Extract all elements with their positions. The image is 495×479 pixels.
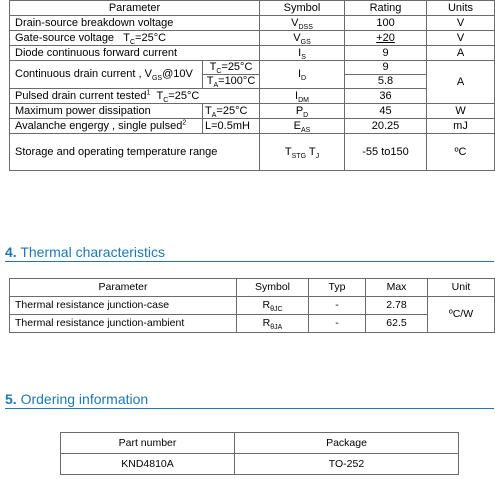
symbol-cell: $I_{DM}$ [260,89,345,104]
header-parameter: Parameter [10,1,260,16]
section-number: 4. [5,244,17,260]
symbol-cell: $V_{DSS}$ [260,16,345,31]
typ-cell: - [309,297,366,315]
param-cell: Avalanche engergy , single pulsed$^2$ [10,119,203,134]
symbol-cell: $R_{\theta JA}$ [237,315,309,333]
package-cell: TO-252 [235,454,459,475]
unit-cell: V [427,31,495,46]
header-parameter: Parameter [10,279,237,297]
condition-cell: $T_A=100^\circ C$ [203,75,260,89]
param-cell: Drain-source breakdown voltage [10,16,260,31]
unit-cell: ºC/W [428,297,495,333]
table-row [10,89,495,104]
table-row [10,119,495,134]
symbol-cell: $I_S$ [260,46,345,61]
table-row [10,31,495,46]
table-header-row [61,433,459,454]
max-cell: 62.5 [366,315,428,333]
symbol-cell: $R_{\theta JC}$ [237,297,309,315]
symbol-cell: $E_{AS}$ [260,119,345,134]
symbol-cell: $I_D$ [260,61,345,89]
symbol-cell: $V_{GS}$ [260,31,345,46]
table-row [10,134,495,171]
rating-cell: 36 [345,89,427,104]
header-rating: Rating [345,1,427,16]
rating-cell: +20 [345,31,427,46]
thermal-section-heading [5,244,494,262]
table-row [10,315,495,333]
section-title: Thermal characteristics [20,244,166,260]
section-title: Ordering information [20,391,149,407]
rating-cell: 9 [345,46,427,61]
typ-cell: - [309,315,366,333]
param-cell: Gate-source voltage $T_C=25^\circ C$ [10,31,260,46]
table-row [10,297,495,315]
rating-cell: 9 [345,61,427,75]
param-cell: Continuous drain current , $V_{GS}@10V$ [10,61,203,89]
unit-cell: mJ [427,119,495,134]
param-cell: Thermal resistance junction-case [10,297,237,315]
section-number: 5. [5,391,17,407]
header-max: Max [366,279,428,297]
unit-cell: V [427,16,495,31]
unit-cell: ºC [427,134,495,171]
param-cell: Diode continuous forward current [10,46,260,61]
ordering-section-heading [5,391,494,409]
rating-cell: 20.25 [345,119,427,134]
thermal-characteristics-table [9,278,495,333]
table-header-row [10,279,495,297]
unit-cell: A [427,61,495,104]
table-row [61,454,459,475]
header-package: Package [235,433,459,454]
symbol-cell: $T_{STG}$ $T_J$ [260,134,345,171]
table-header-row [10,1,495,16]
condition-cell: $T_C=25^\circ C$ [203,61,260,75]
condition-cell: $T_A=25^\circ C$ [203,104,260,119]
table-row [10,16,495,31]
absolute-maximum-ratings-table [9,0,495,171]
header-units: Units [427,1,495,16]
unit-cell: W [427,104,495,119]
rating-cell: 5.8 [345,75,427,89]
condition-cell: L=0.5mH [203,119,260,134]
table-row [10,61,495,75]
param-cell: Storage and operating temperature range [10,134,260,171]
unit-cell: A [427,46,495,61]
header-part-number: Part number [61,433,235,454]
table-row [10,46,495,61]
rating-cell: 100 [345,16,427,31]
rating-cell: -55 to150 [345,134,427,171]
param-cell: Maximum power dissipation [10,104,203,119]
header-symbol: Symbol [260,1,345,16]
param-cell: Pulsed drain current tested$^1$ $T_C=25^\circ C$ [10,89,260,104]
symbol-cell: $P_D$ [260,104,345,119]
max-cell: 2.78 [366,297,428,315]
part-number-cell: KND4810A [61,454,235,475]
header-symbol: Symbol [237,279,309,297]
param-cell: Thermal resistance junction-ambient [10,315,237,333]
table-row [10,104,495,119]
header-unit: Unit [428,279,495,297]
rating-cell: 45 [345,104,427,119]
header-typ: Typ [309,279,366,297]
ordering-information-table [60,432,459,475]
